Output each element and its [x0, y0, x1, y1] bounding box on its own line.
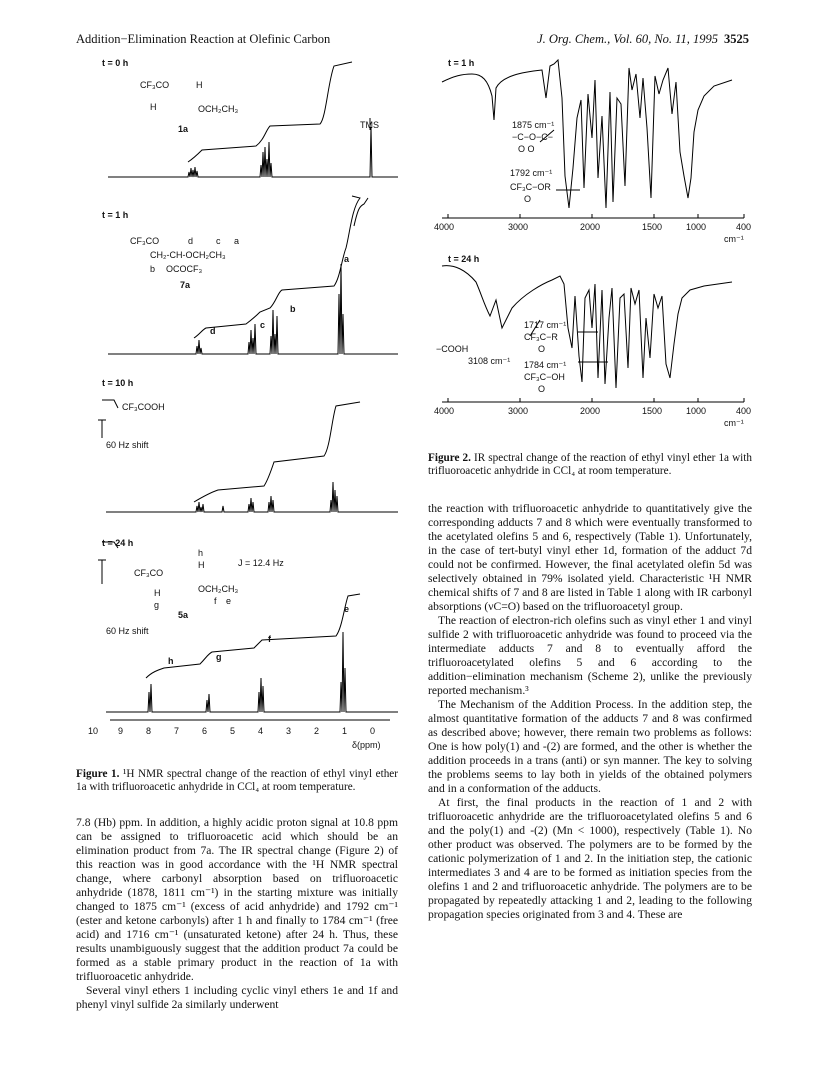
figure-2-caption: [428, 452, 752, 478]
ppm-tick: 6: [202, 726, 208, 736]
ir-tick: 400: [736, 406, 752, 416]
ppm-tick: 4: [258, 726, 264, 736]
ir-tick: 1500: [642, 406, 663, 416]
nmr-label: H: [154, 588, 161, 598]
nmr-label: e: [226, 596, 232, 606]
nmr-time-10h: t = 10 h: [102, 378, 134, 388]
nmr-label: H: [196, 80, 203, 90]
ir-annotation: CF₃C−R: [524, 332, 558, 342]
ir-annotation: O: [524, 194, 532, 204]
figure-1-caption-label: Figure 1.: [76, 768, 120, 780]
nmr-label: b: [150, 264, 156, 274]
page-number: 3525: [724, 32, 749, 46]
peak-label-e: e: [344, 604, 350, 614]
ir-tick: 2000: [580, 222, 601, 232]
running-header-journal: J. Org. Chem., Vol. 60, No. 11, 1995 3525: [537, 32, 749, 46]
nmr-label: a: [234, 236, 240, 246]
running-header-title: Addition−Elimination Reaction at Olefinic Carbon: [76, 32, 331, 46]
ir-time-24h: t = 24 h: [448, 254, 480, 264]
nmr-label: OCH₂CH₃: [198, 104, 239, 114]
nmr-label: d: [188, 236, 194, 246]
figure-1-nmr: [88, 58, 400, 736]
ppm-tick: 9: [118, 726, 124, 736]
compound-label-7a: 7a: [180, 280, 191, 290]
peak-label-b: b: [290, 304, 296, 314]
nmr-time-1h: t = 1 h: [102, 210, 129, 220]
ir-trace-1h: [442, 60, 732, 208]
right-column-text: [428, 502, 752, 922]
ppm-tick: 0: [370, 726, 376, 736]
peak-label-c: c: [260, 320, 266, 330]
nmr-label: CF₃CO: [130, 236, 160, 246]
ir-annotation: 1792 cm⁻¹: [510, 168, 553, 178]
ir-tick: 1500: [642, 222, 663, 232]
ppm-tick: 7: [174, 726, 180, 736]
figure-2-caption-label: Figure 2.: [428, 452, 471, 464]
ir-tick: 3000: [508, 222, 529, 232]
ir-annotation: −COOH: [436, 344, 469, 354]
nmr-label: H: [150, 102, 157, 112]
ppm-axis-label: δ(ppm): [352, 740, 381, 750]
ir-tick: 1000: [686, 406, 707, 416]
nmr-label: CF₃CO: [140, 80, 170, 90]
nmr-label: CH₂-CH-OCH₂CH₃: [150, 250, 226, 260]
ir-annotation: 1717 cm⁻¹: [524, 320, 567, 330]
ir-tick: 3000: [508, 406, 529, 416]
tms-label: TMS: [360, 120, 379, 130]
shift-label: 60 Hz shift: [106, 626, 149, 636]
paragraph: The reaction of electron-rich olefins such as vinyl ether 1 and vinyl sulfide 2 with trifluoroacetic anhydride was found to proceed via the intermediate adducts 7 and 8 to eventually afford the trifluoroacetylated olefins 5 and 6 according to the addition−elimination mechanism (Scheme 2), unlike the previously reported mechanism.³: [428, 614, 752, 697]
nmr-label: f: [214, 596, 217, 606]
ir-annotation: O O: [518, 144, 535, 154]
ppm-tick: 10: [88, 726, 99, 736]
ppm-tick: 8: [146, 726, 152, 736]
ir-tick: 2000: [580, 406, 601, 416]
figure-2-caption-text: IR spectral change of the reaction of ethyl vinyl ether 1a with trifluoroacetic anhydride in CCl₄ at room temperature.: [428, 452, 752, 477]
ir-annotation: CF₃C−OH: [524, 372, 565, 382]
ir-annotation: 1784 cm⁻¹: [524, 360, 567, 370]
nmr-label: OCOCF₃: [166, 264, 203, 274]
peak-label-g: g: [216, 652, 222, 662]
ppm-tick: 1: [342, 726, 348, 736]
nmr-label: CF₃CO: [134, 568, 164, 578]
figure-2-ir: [432, 58, 752, 448]
ir-tick: 4000: [434, 222, 455, 232]
nmr-time-24h: t = 24 h: [102, 538, 134, 548]
nmr-label: H: [198, 560, 205, 570]
nmr-label: g: [154, 600, 160, 610]
ir-annotation: 1875 cm⁻¹: [512, 120, 555, 130]
ir-annotation: −C−O−C−: [512, 132, 554, 142]
ppm-tick: 5: [230, 726, 236, 736]
ppm-tick: 2: [314, 726, 320, 736]
peak-label-f: f: [268, 634, 271, 644]
ir-annotation: O: [538, 384, 546, 394]
ir-annotation: O: [538, 344, 546, 354]
nmr-trace-10h: [98, 400, 398, 512]
ir-trace-24h: [442, 266, 732, 388]
compound-label-1a: 1a: [178, 124, 189, 134]
paragraph: the reaction with trifluoroacetic anhydride to quantitatively give the corresponding adducts 7 and 8 which were eventually transformed to the acetylated olefins 5 and 6, respectively (Table 1). Unfortunately, in the case of tert-butyl vinyl ether 1d, formation of the adduct 7d could not be confirmed. However, the final acetylated olefin 5d was selectively obtained in 79% isolated yield. Characteristic ¹H NMR chemical shifts of 7 and 8 are listed in Table 1 along with IR carbonyl absorptions (νC=O) based on the trifluoroacetyl group.: [428, 502, 752, 613]
left-column-text: [76, 816, 398, 1012]
ir-time-1h: t = 1 h: [448, 58, 475, 68]
ir-annotation: 3108 cm⁻¹: [468, 356, 511, 366]
ir-spectra-svg: [432, 58, 752, 448]
compound-label-5a: 5a: [178, 610, 189, 620]
nmr-trace-1h: [108, 196, 398, 354]
paragraph: At first, the final products in the reaction of 1 and 2 with trifluoroacetic anhydride are the trifluoroacetylated olefins 5 and 6 and the poly(1) and -(2) (Mn < 1000), respectively (Table 1). No other product was observed. The polymers are to be formed by the cationic polymerization of 1 and 2. In the initiation step, the cationic intermediates 3 and 4 are to be formed as initiation species from the olefins 1 and 2 and trifluoroacetic anhydride. The polymers are to be propagated by repeatedly attacking 1 and 2, leading to the following propagation species originated from 3 and 4. These are: [428, 796, 752, 921]
ir-tick: 1000: [686, 222, 707, 232]
nmr-time-0h: t = 0 h: [102, 58, 129, 68]
paragraph: The Mechanism of the Addition Process. In the addition step, the almost quantitative formation of the adducts 7 and 8 was confirmed as described above; however, there remain two problems as follows: One is how poly(1) and -(2) are formed, and the other is whether the addition proceeds in a trans (anti) or syn manner. The key to solving the problems seems to lay both in yields of the obtained polymers and in a conformation of the adducts.: [428, 698, 752, 795]
ir-tick: 400: [736, 222, 752, 232]
ir-unit: cm⁻¹: [724, 418, 744, 428]
nmr-label: CF₃COOH: [122, 402, 165, 412]
figure-1-caption: [76, 768, 398, 794]
ir-tick: 4000: [434, 406, 455, 416]
peak-label-d: d: [210, 326, 216, 336]
nmr-label: c: [216, 236, 221, 246]
paragraph: 7.8 (Hb) ppm. In addition, a highly acidic proton signal at 10.8 ppm can be assigned to trifluoroacetic acid which should be an elimination product from 7a. The IR spectral change (Figure 2) of this reaction was in good accordance with the ¹H NMR spectral change, where carbonyl absorption based on trifluoroacetic anhydride (1878, 1811 cm⁻¹) in the starting mixture was initially changed to 1875 cm⁻¹ (excess of acid anhydride) and 1792 cm⁻¹ (ester and ketone carbonyls) after 1 h and finally to 1784 cm⁻¹ (free acid) and 1716 cm⁻¹ (unsaturated ketone) after 24 h. Thus, these results unambiguously suggest that the addition product 7a could be formed as a stable primary product in the reaction of 1a with trifluoroacetic anhydride.: [76, 816, 398, 983]
ir-unit: cm⁻¹: [724, 234, 744, 244]
nmr-label: h: [198, 548, 204, 558]
peak-label-h: h: [168, 656, 174, 666]
ppm-tick: 3: [286, 726, 292, 736]
figure-1-caption-text: ¹H NMR spectral change of the reaction of ethyl vinyl ether 1a with trifluoroacetic anhydride in CCl₄ at room temperature.: [76, 768, 398, 793]
nmr-label: OCH₂CH₃: [198, 584, 239, 594]
ir-annotation: CF₃C−OR: [510, 182, 551, 192]
peak-label-a: a: [344, 254, 350, 264]
shift-label: 60 Hz shift: [106, 440, 149, 450]
coupling-label: J = 12.4 Hz: [238, 558, 284, 568]
paragraph: Several vinyl ethers 1 including cyclic vinyl ethers 1e and 1f and phenyl vinyl sulfide 2a similarly underwent: [76, 984, 398, 1011]
